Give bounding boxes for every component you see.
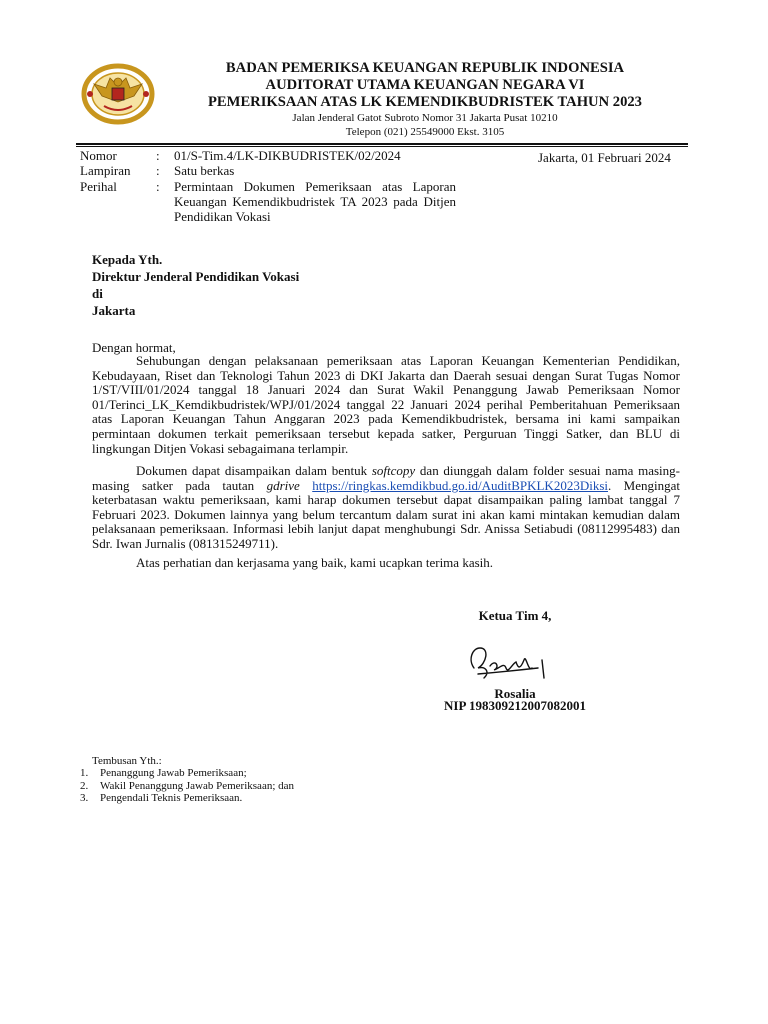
lampiran-label: Lampiran: [80, 163, 131, 178]
nomor-value: 01/S-Tim.4/LK-DIKBUDRISTEK/02/2024: [174, 148, 401, 163]
paragraph-3: Atas perhatian dan kerjasama yang baik, kami ucapkan terima kasih.: [136, 555, 494, 570]
salutation: Dengan hormat,: [92, 340, 176, 355]
cc-item: 2. Wakil Penanggung Jawab Pemeriksaan; dan: [80, 779, 295, 792]
cc-item: 1. Penanggung Jawab Pemeriksaan;: [80, 767, 247, 779]
cc-heading: Tembusan Yth.:: [92, 755, 162, 767]
nomor-colon: :: [156, 148, 160, 163]
p2-text-a: Dokumen dapat disampaikan dalam bentuk: [136, 463, 372, 478]
nomor-label: Nomor: [80, 148, 117, 163]
signatory-title: Ketua Tim 4,: [478, 608, 552, 623]
lampiran-colon: :: [156, 163, 160, 178]
handwritten-signature: [460, 638, 560, 682]
lampiran-value: Satu berkas: [174, 163, 235, 178]
cc-item: 3. Pengendali Teknis Pemeriksaan.: [80, 792, 243, 804]
phone: Telepon (021) 25549000 Ekst. 3105: [345, 126, 505, 138]
perihal-label: Perihal: [80, 179, 117, 194]
gdrive-link[interactable]: https://ringkas.kemdikbud.go.id/AuditBPKLK2023Diksi: [312, 477, 608, 493]
audit-name: PEMERIKSAAN ATAS LK KEMENDIKBUDRISTEK TAHUN 2023: [208, 94, 642, 110]
recipient-title: Direktur Jenderal Pendidikan Vokasi: [92, 269, 300, 284]
paragraph-1: Sehubungan dengan pelaksanaan pemeriksaan atas Laporan Keuangan Kementerian Pendidikan, Kebudayaan, Riset dan Teknologi Tahun 2023 di DKI Jakarta dan Daerah sesuai dengan Surat Tugas Nomor 1/ST/VIII/01/2024 tanggal 18 Januari 2024 dan Surat Wakil Penanggung Jawab Pemeriksaan Nomor 01/Terinci_LK_Kemdikbudristek/WPJ/01/2024 tanggal 22 Januari 2024 perihal Pemberitahuan Pemeriksaan atas Laporan Keuangan Tahun Anggaran 2023 pada Kemendikbudristek, bersama ini kami sampaikan permintaan dokumen terkait pemeriksaan tersebut kepada satker, Perguruan Tinggi Satker, dan BLU di lingkungan Ditjen Vokasi sebagaimana terlampir.: [92, 353, 680, 456]
recipient-di: di: [92, 286, 103, 301]
recipient-greeting: Kepada Yth.: [92, 252, 163, 267]
institution-name: BADAN PEMERIKSA KEUANGAN REPUBLIK INDONESIA: [225, 60, 625, 76]
letter-date: Jakarta, 01 Februari 2024: [538, 150, 671, 165]
recipient-block: [92, 251, 299, 319]
perihal-value: Permintaan Dokumen Pemeriksaan atas Laporan Keuangan Kemendikbudristek TA 2023 pada Ditjen Pendidikan Vokasi: [174, 179, 456, 224]
recipient-city: Jakarta: [92, 303, 136, 318]
paragraph-2: [92, 464, 680, 552]
perihal-colon: :: [156, 179, 160, 194]
signatory-name: Rosalia: [494, 686, 536, 701]
p2-text-c: . Mengingat keterbatasan waktu pemeriksaan, kami harap dokumen tersebut dapat disampaikan paling lambat tanggal 7 Februari 2023. Dokumen lainnya yang belum tercantum dalam surat ini akan kami mintakan kemudian dalam pelaksanaan pemeriksaan. Informasi lebih lanjut dapat menghubungi Sdr. Anissa Setiabudi (08112995483) dan Sdr. Iwan Jurnalis (081315249711).: [92, 477, 680, 551]
unit-name: AUDITORAT UTAMA KEUANGAN NEGARA VI: [265, 77, 585, 93]
letterhead: [180, 60, 670, 139]
bpk-emblem-logo: [80, 62, 156, 126]
p2-softcopy: softcopy: [371, 463, 416, 478]
address: Jalan Jenderal Gatot Subroto Nomor 31 Jakarta Pusat 10210: [292, 112, 558, 124]
cc-list: [80, 767, 294, 805]
header-divider-thin: [76, 146, 688, 147]
p2-gdrive: gdrive: [266, 477, 300, 493]
p2-text-b: dan diunggah dalam folder sesuai nama masing-masing satker pada tautan: [92, 463, 680, 493]
header-divider-thick: [76, 143, 688, 145]
signatory-nip: NIP 198309212007082001: [444, 698, 586, 713]
